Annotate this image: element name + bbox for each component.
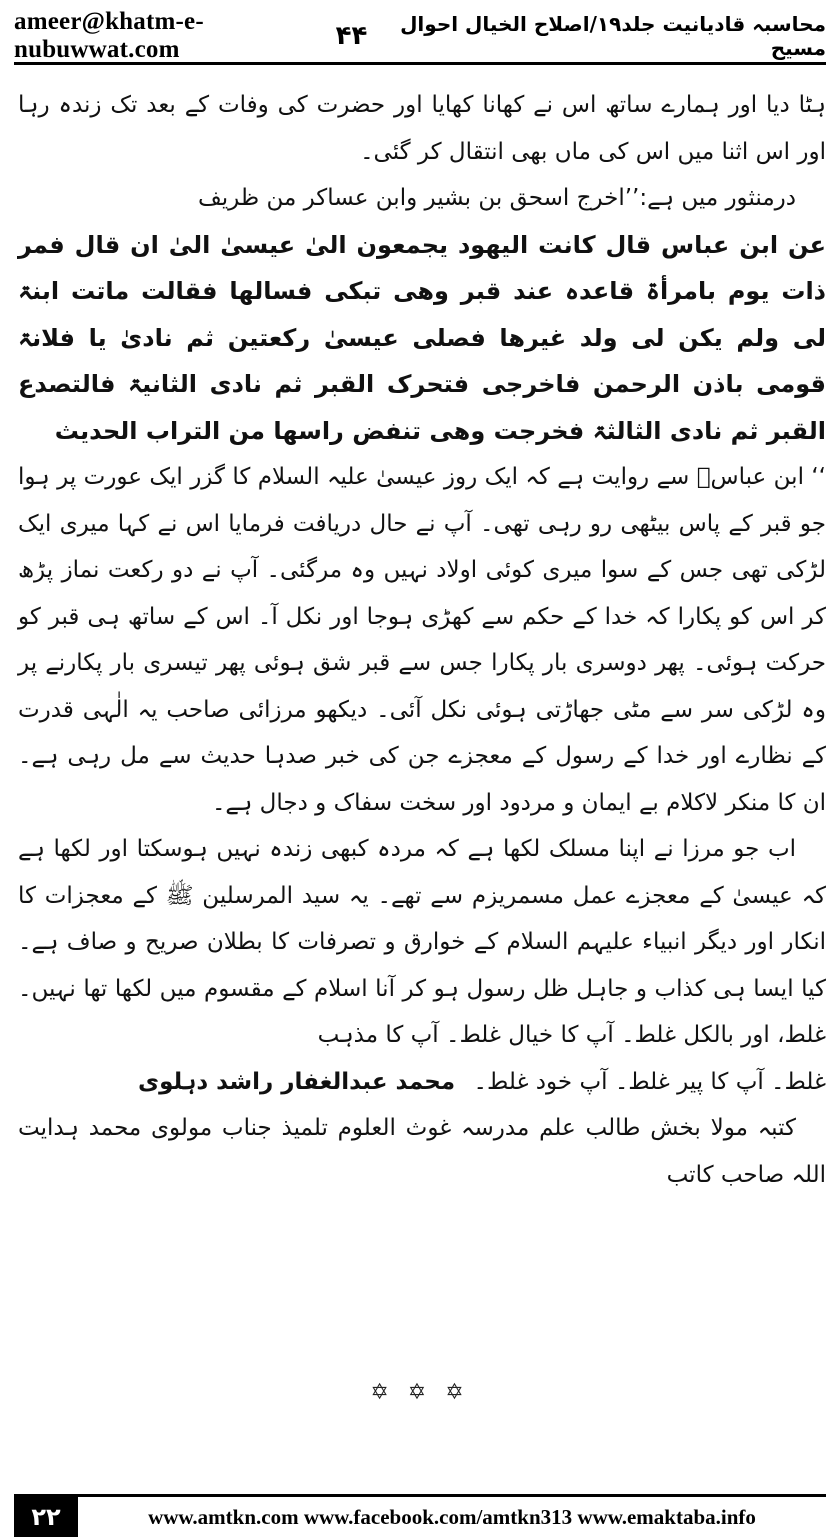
paragraph-1: ہٹا دیا اور ہمارے ساتھ اس نے کھانا کھایا اور حضرت کی وفات کے بعد تک زندہ رہا اور اس اثنا میں اس کی ماں بھی انتقال کر گئی۔ (18, 92, 826, 165)
paragraph-2: درمنثور میں ہے:’’اخرج اسحق بن بشیر وابن عساکر من ظریف (197, 185, 796, 211)
footer-links: www.amtkn.com www.facebook.com/amtkn313 www.emaktaba.info (148, 1504, 756, 1529)
footer-page-number: ۲۲ (14, 1497, 78, 1537)
signature-name: محمد عبدالغفار راشد دہلوی (138, 1068, 456, 1095)
header-page-number: ۴۴ (335, 21, 368, 51)
header-title-group (336, 12, 826, 60)
paragraph-6: غلط۔ آپ کا پیر غلط۔ آپ خود غلط۔ (473, 1068, 826, 1095)
paragraph-7: کتبہ مولا بخش طالب علم مدرسہ غوث العلوم تلمیذ جناب مولوی محمد ہدایت اللہ صاحب کاتب (18, 1115, 826, 1188)
signature-line (18, 1059, 826, 1106)
book-title: محاسبہ قادیانیت جلد۱۹/اصلاح الخیال احوال مسیح (400, 12, 826, 60)
page-footer (14, 1494, 826, 1537)
star-separator: ✡ ✡ ✡ (370, 1380, 470, 1405)
paragraph-5: اب جو مرزا نے اپنا مسلک لکھا ہے کہ مردہ کبھی زندہ نہیں ہوسکتا اور لکھا ہے کہ عیسیٰ کے معجزے عمل مسمریزم سے تھے۔ یہ سید المرسلین ﷺ کے معجزات کا انکار اور دیگر انبیاء علیہم السلام کے خوارق و تصرفات کا بطلان صریح و صاف ہے۔ کیا ایسا ہی کذاب و جاہل ظل رسول ہو کر آنا اسلام کے مقسوم میں لکھا تھا نہیں۔ غلط، اور بالکل غلط۔ آپ کا خیال غلط۔ آپ کا مذہب (18, 836, 826, 1048)
arabic-quote: عن ابن عباس قال کانت الیھود یجمعون الیٰ عیسیٰ الیٰ ان قال فمر ذات یوم بامرأۃ قاعدہ عند قبر وھی تبکی فسالھا فقالت ماتت ابنۃ لی ولم یکن لی ولد غیرھا فصلی عیسیٰ رکعتین ثم نادیٰ یا فلانۃ قومی باذن الرحمن فاخرجی فتحرک القبر ثم نادی الثانیۃ فالتصدع القبر ثم نادی الثالثۃ فخرجت وھی تنفض راسھا من التراب الحدیث (18, 230, 826, 445)
paragraph-translation: ‘‘ ابن عباسؓ سے روایت ہے کہ ایک روز عیسیٰ علیہ السلام کا گزر ایک عورت پر ہوا جو قبر کے پاس بیٹھی رو رہی تھی۔ آپ نے حال دریافت فرمایا اس نے کہا میری ایک لڑکی تھی جس کے سوا میری کوئی اولاد نہیں وہ مرگئی۔ آپ نے دو رکعت نماز پڑھ کر اس کو پکارا کہ خدا کے حکم سے کھڑی ہوجا اور نکل آ۔ اس کے ساتھ ہی قبر کو حرکت ہوئی۔ پھر دوسری بار پکارا جس سے قبر شق ہوئی پھر تیسری بار پکارنے پر وہ لڑکی سر سے مٹی جھاڑتی ہوئی نکل آئی۔ دیکھو مرزائی صاحب یہ الٰہی قدرت کے نظارے اور خدا کے رسول کے معجزے جن کی خبر صدہا حدیث سے مل رہی ہے۔ ان کا منکر لاکلام بے ایمان و مردود اور سخت سفاک و دجال ہے۔ (18, 464, 826, 816)
page-header (14, 10, 826, 65)
header-email: ameer@khatm-e-nubuwwat.com (14, 8, 204, 63)
page-body (18, 82, 826, 1198)
